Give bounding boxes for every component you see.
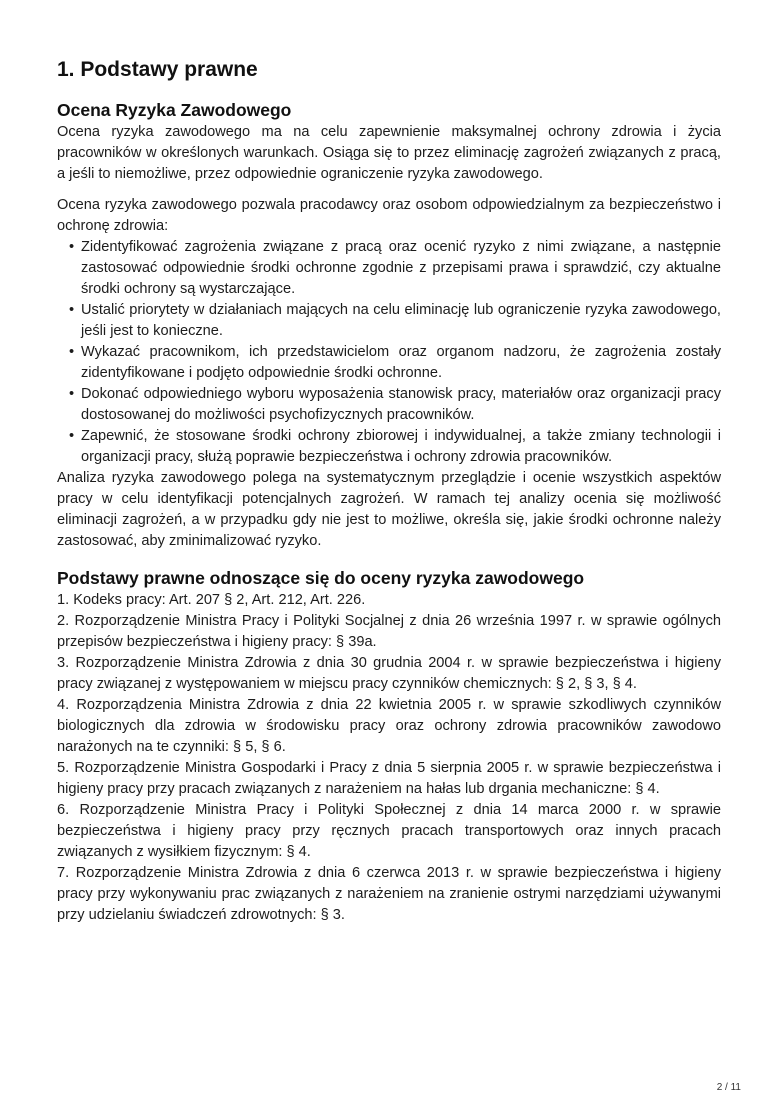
bullet-icon: • (69, 302, 75, 318)
list-item (59, 237, 721, 300)
legal-item: 1. Kodeks pracy: Art. 207 § 2, Art. 212, Art. 226. (57, 592, 366, 608)
list-item-text: Zapewnić, że stosowane środki ochrony zbiorowej i indywidualnej, a także zmiany technologii i organizacji pracy, służą poprawie bezpieczeństwa i ochrony zdrowia pracowników. (81, 428, 721, 465)
paragraph-intro: Ocena ryzyka zawodowego ma na celu zapewnienie maksymalnej ochrony zdrowia i życia pracowników w określonych warunkach. Osiąga się to przez eliminację zagrożeń związanych z pracą, a jeśli to niemożliwe, przez odpowiednie ograniczenie ryzyka zawodowego. (57, 124, 721, 182)
list-item (59, 426, 721, 468)
list-item (59, 300, 721, 342)
legal-item: 3. Rozporządzenie Ministra Zdrowia z dnia 30 grudnia 2004 r. w sprawie bezpieczeństwa i higieny pracy związanej z występowaniem w miejscu pracy czynników chemicznych: § 2, § 3, § 4. (57, 655, 721, 692)
list-item-text: Ustalić priorytety w działaniach mających na celu eliminację lub ograniczenie ryzyka zawodowego, jeśli jest to konieczne. (81, 302, 721, 339)
page-heading: 1. Podstawy prawne (57, 58, 258, 81)
bullet-icon: • (69, 428, 75, 444)
purpose-list (57, 237, 721, 468)
paragraph-analysis: Analiza ryzyka zawodowego polega na systematycznym przeglądzie i ocenie wszystkich aspektów pracy w celu identyfikacji potencjalnych zagrożeń. W ramach tej analizy ocenia się możliwość eliminacji zagrożeń, a w przypadku gdy nie jest to możliwe, określa się, jakie środki ochronne należy zastosować, aby zminimalizować ryzyko. (57, 470, 721, 549)
legal-basis-section (57, 566, 721, 926)
list-item (59, 384, 721, 426)
list-item (59, 342, 721, 384)
list-item-text: Dokonać odpowiedniego wyboru wyposażenia stanowisk pracy, materiałów oraz organizacji pracy dostosowanej do możliwości psychofizycznych pracowników. (81, 386, 721, 423)
legal-item: 6. Rozporządzenie Ministra Pracy i Polityki Społecznej z dnia 14 marca 2000 r. w sprawie bezpieczeństwa i higieny pracy przy ręcznych pracach transportowych oraz innych pracach związanych z wysiłkiem fizycznym: § 4. (57, 802, 721, 860)
document-page (57, 56, 721, 926)
paragraph-purpose: Ocena ryzyka zawodowego pozwala pracodawcy oraz osobom odpowiedzialnym za bezpieczeństwo i ochronę zdrowia: (57, 197, 721, 234)
page-number: 2 / 11 (716, 1082, 741, 1093)
bullet-icon: • (69, 344, 75, 360)
section-title-legal-basis: Podstawy prawne odnoszące się do oceny ryzyka zawodowego (57, 568, 585, 588)
bullet-icon: • (69, 239, 75, 255)
legal-item: 7. Rozporządzenie Ministra Zdrowia z dnia 6 czerwca 2013 r. w sprawie bezpieczeństwa i higieny pracy przy wykonywaniu prac związanych z narażeniem na zranienie ostrymi narzędziami używanymi przy udzielaniu świadczeń zdrowotnych: § 3. (57, 865, 721, 923)
list-item-text: Wykazać pracownikom, ich przedstawicielom oraz organom nadzoru, że zagrożenia zostały zidentyfikowane i podjęto odpowiednie środki ochronne. (81, 344, 721, 381)
list-item-text: Zidentyfikować zagrożenia związane z pracą oraz ocenić ryzyko z nimi związane, a następnie zastosować odpowiednie środki ochronne zgodnie z przepisami prawa i sprawdzić, czy aktualne środki ochrony są wystarczające. (81, 239, 721, 297)
bullet-icon: • (69, 386, 75, 402)
legal-item: 5. Rozporządzenie Ministra Gospodarki i Pracy z dnia 5 sierpnia 2005 r. w sprawie bezpieczeństwa i higieny pracy przy pracach związanych z narażeniem na hałas lub drgania mechaniczne: § 4. (57, 760, 721, 797)
legal-item: 2. Rozporządzenie Ministra Pracy i Polityki Socjalnej z dnia 26 września 1997 r. w sprawie ogólnych przepisów bezpieczeństwa i higieny pracy: § 39a. (57, 613, 721, 650)
section-title-risk-assessment: Ocena Ryzyka Zawodowego (57, 100, 292, 120)
legal-item: 4. Rozporządzenia Ministra Zdrowia z dnia 22 kwietnia 2005 r. w sprawie szkodliwych czynników biologicznych dla zdrowia w środowisku pracy oraz ochrony zdrowia pracowników zawodowo narażonych na te czynniki: § 5, § 6. (57, 697, 721, 755)
